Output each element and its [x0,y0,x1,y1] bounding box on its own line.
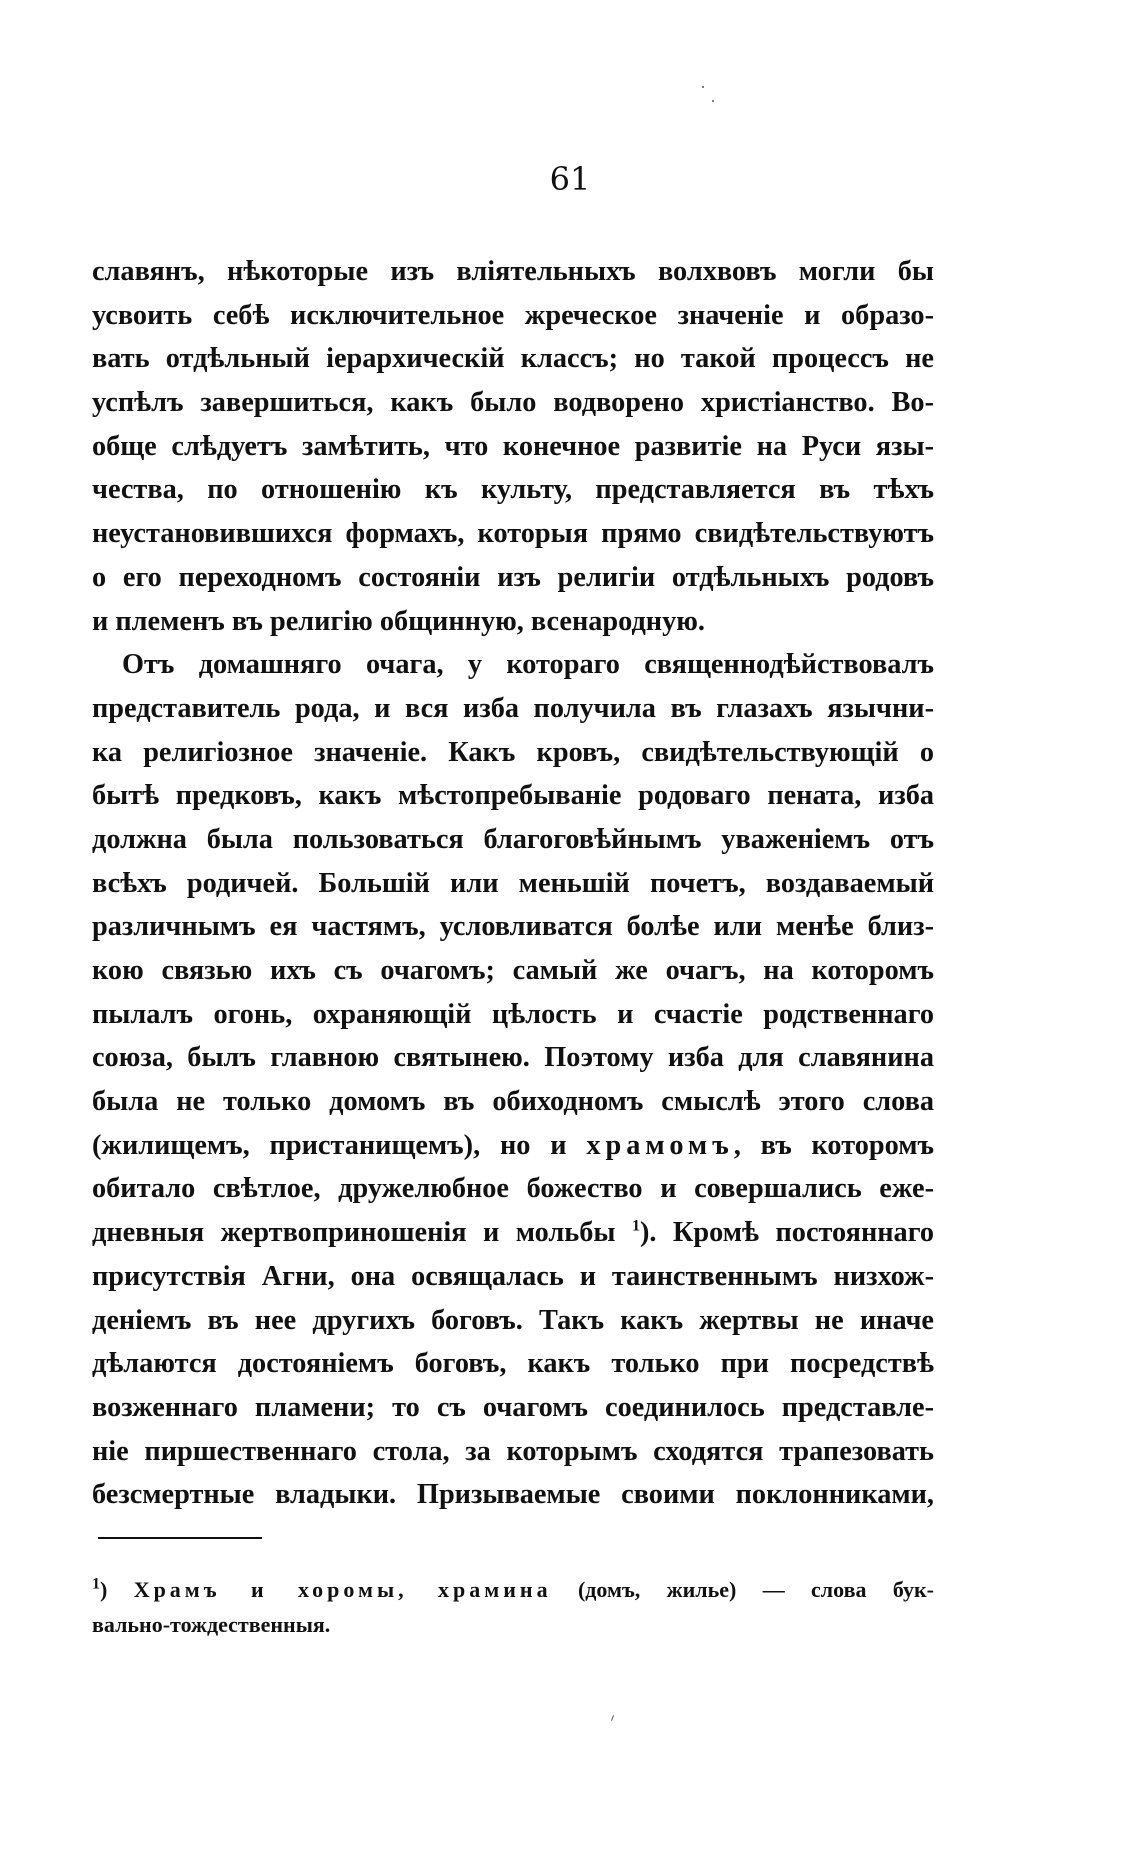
text-line: различнымъ ея частямъ, условливатся болѣе или менѣе близ- [92,911,934,943]
footnote-line: вально-тождественныя. [92,1612,331,1637]
footnote-text: (домъ, жилье) — слова бук- [577,1577,934,1602]
text-line: безсмертные владыки. Призываемые своими поклонниками, [92,1479,934,1511]
text-line: бытѣ предковъ, какъ мѣстопребываніе родоваго пената, изба [92,780,934,812]
text-line: и племенъ въ религію общинную, всенародную. [92,605,705,637]
text-line: должна была пользоваться благоговѣйнымъ уваженіемъ отъ [92,823,934,855]
text-line: дѣлаются достояніемъ боговъ, какъ только при посредствѣ [92,1348,934,1380]
text-line: обитало свѣтлое, дружелюбное божество и совершались еже- [92,1173,934,1205]
text-fragment: , въ которомъ [733,1129,934,1161]
text-line: обще слѣдуетъ замѣтить, что конечное развитіе на Руси язы- [92,430,934,462]
text-line: успѣлъ завершиться, какъ было водворено христіанство. Во- [92,387,934,419]
text-line: возженнаго пламени; то съ очагомъ соединилось представле- [92,1391,934,1423]
text-line: неустановившихся формахъ, которыя прямо свидѣтельствуютъ [92,518,934,550]
text-line: пылалъ огонь, охраняющій цѣлость и счастіе родственнаго [92,998,934,1030]
text-line: всѣхъ родичей. Большій или меньшій почетъ, воздаваемый [92,867,934,899]
text-fragment: ). Кромѣ постояннаго [639,1217,934,1249]
text-line: вать отдѣльный іерархическій классъ; но такой процессъ не [92,343,934,375]
footnote-paren: ) [100,1577,108,1602]
scan-speck [712,100,714,102]
footnote-spaced-text: Храмъ и хоромы, храмина [133,1577,552,1602]
text-line: кою связью ихъ съ очагомъ; самый же очагъ, на которомъ [92,955,934,986]
text-line: чества, по отношенію къ культу, представляется въ тѣхъ [92,474,934,506]
scan-speck [702,86,704,88]
main-text [92,250,934,1517]
footnote-line [92,1572,934,1607]
footnote-marker: 1 [92,1575,100,1593]
text-line: союза, былъ главною святынею. Поэтому изба для славянина [92,1042,934,1074]
text-line: присутствія Агни, она освящалась и таинственнымъ низхож- [92,1260,934,1292]
text-line: ка религіозное значеніе. Какъ кровъ, свидѣтельствующій о [92,736,934,768]
text-fragment: (жилищемъ, пристанищемъ), но и [92,1129,567,1161]
text-line: деніемъ въ нее другихъ боговъ. Такъ какъ жертвы не иначе [92,1304,934,1336]
page-number: 61 [549,160,591,198]
scan-speck [611,1715,614,1721]
footnote-reference[interactable]: 1 [631,1217,640,1235]
footnote [92,1572,934,1642]
text-line: была не только домомъ въ обиходномъ смыслѣ этого слова [92,1086,934,1118]
text-line [92,1211,934,1255]
text-line: славянъ, нѣкоторые изъ вліятельныхъ волхвовъ могли бы [92,256,934,287]
text-line: представитель рода, и вся изба получила въ глазахъ язычни- [92,692,934,724]
text-line [92,1124,934,1168]
text-line: о его переходномъ состояніи изъ религіи отдѣльныхъ родовъ [92,561,934,593]
spaced-emphasis: храмомъ [586,1129,734,1161]
footnote-divider [98,1537,262,1539]
text-line: Отъ домашняго очага, у котораго священнодѣйствовалъ [122,649,934,681]
text-fragment: дневныя жертвоприношенія и мольбы [92,1217,616,1249]
text-line: усвоить себѣ исключительное жреческое значеніе и образо- [92,299,934,331]
text-line: ніе пиршественнаго стола, за которымъ сходятся трапезовать [92,1435,934,1467]
